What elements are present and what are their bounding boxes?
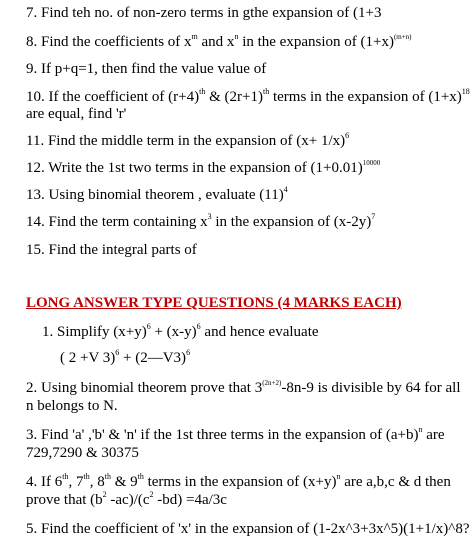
question-10: 10. If the coefficient of $(r+4)^{th}$ & $(2r+1)^{th}$ terms in the expansion of $(1+x)^{18}$ bbox=[26, 87, 470, 105]
question-15: 15. Find the integral parts of bbox=[26, 242, 197, 258]
question-13: 13. Using binomial theorem , evaluate $(11)^4$ bbox=[26, 185, 288, 203]
question-7: 7. Find teh no. of non-zero terms in gthe expansion of (1+3 bbox=[26, 5, 382, 21]
long-question-2: 2. Using binomial theorem prove that $3^{(2n+2)}-8n-9$ is divisible by 64 for all bbox=[26, 379, 461, 396]
question-14: 14. Find the term containing $x^3$ in the expansion of $(x-2y)^7$ bbox=[26, 212, 376, 230]
question-10-cont: are equal, find 'r' bbox=[26, 106, 127, 122]
long-question-3: 3. Find 'a' ,'b' & 'n' if the 1st three terms in the expansion of $(a+b)^n$ are bbox=[26, 425, 445, 443]
long-question-4-cont: prove that ($b^2$ $-ac)/(c^2$ -bd) =4a/3c bbox=[26, 490, 227, 508]
question-12: 12. Write the 1st two terms in the expansion of $(1+0.01)^{10000}$ bbox=[26, 159, 381, 176]
question-9: 9. If p+q=1, then find the value value of bbox=[26, 61, 267, 77]
long-question-5: 5. Find the coefficient of 'x' in the expansion of (1-2x^3+3x^5)(1+1/x)^8? bbox=[26, 521, 470, 537]
long-question-3-cont: 729,7290 & 30375 bbox=[26, 445, 139, 461]
long-question-4: 4. If 6th, 7th, 8th & 9th terms in the expansion of $(x+y)^n$ are a,b,c & d then bbox=[26, 472, 451, 490]
long-question-2-cont: n belongs to N. bbox=[26, 398, 118, 414]
long-answer-heading: LONG ANSWER TYPE QUESTIONS (4 MARKS EACH) bbox=[26, 295, 402, 311]
question-8: 8. Find the coefficients of $x^m$ and $x^n$ in the expansion of $(1+x)^{(m+n)}$ bbox=[26, 32, 412, 50]
long-question-1-expression: ( 2 +V 3)$^6$ + (2—V3)$^6$ bbox=[60, 348, 191, 366]
question-11: 11. Find the middle term in the expansion of $(x+ 1/x)^6$ bbox=[26, 131, 350, 149]
long-question-1: 1. Simplify $(x+y)^6 + (x-y)^6$ and hence evaluate bbox=[42, 322, 319, 340]
